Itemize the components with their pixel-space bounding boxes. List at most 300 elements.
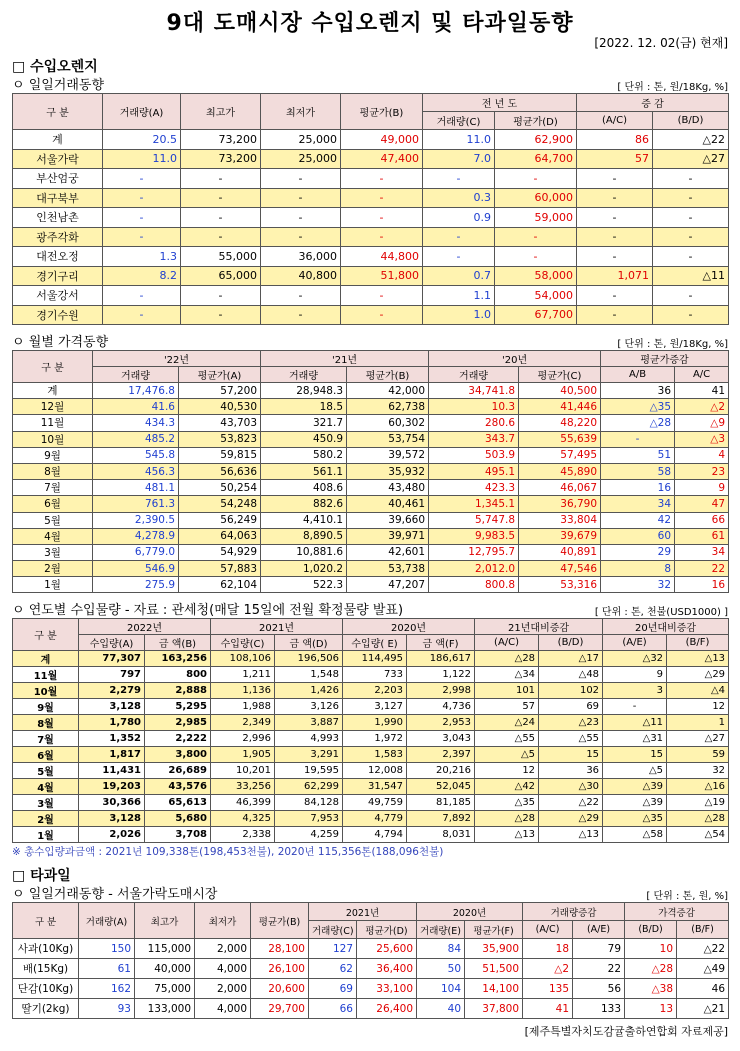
table-cell: 51,500 [465,959,523,979]
row-label: 10월 [13,683,79,699]
table-cell: 32 [667,763,729,779]
fruit-subheader [12,885,728,902]
table-cell: - [653,227,729,247]
table-cell: 1,817 [79,747,145,763]
table-row [13,959,729,979]
table-cell: △4 [667,683,729,699]
table-cell: 60,000 [495,188,577,208]
col-ad: 금 액(D) [275,635,343,651]
table-cell: - [653,305,729,325]
table-cell: 34 [601,496,675,512]
table-cell: 65,000 [181,266,261,286]
row-label: 딸기(2kg) [13,999,79,1019]
table-cell: 59 [667,747,729,763]
table-cell: - [577,305,653,325]
table-cell: 37,800 [465,999,523,1019]
table-cell: 7,892 [407,811,475,827]
col-2020: 2020년 [343,619,475,635]
monthly-subheader [12,333,728,350]
table-cell: - [577,227,653,247]
table-cell: 162 [79,979,135,999]
table-row [13,266,729,286]
table-cell: - [495,169,577,189]
table-row [13,512,729,528]
table-cell: 43,576 [145,779,211,795]
row-label: 2월 [13,561,93,577]
table-cell: 62,738 [347,399,429,415]
table-cell: 31,547 [343,779,407,795]
table-cell: 4 [675,447,729,463]
table-cell: 4,993 [275,731,343,747]
table-cell: 3,127 [343,699,407,715]
table-cell: △28 [475,811,539,827]
row-label: 경기수원 [13,305,103,325]
table-cell: - [103,227,181,247]
row-label: 4월 [13,528,93,544]
table-cell: 1,352 [79,731,145,747]
table-cell: - [653,208,729,228]
table-cell: 36 [601,383,675,399]
table-cell: 77,307 [79,651,145,667]
table-cell: 8,031 [407,827,475,843]
col-ae: (A/E) [603,635,667,651]
col-2021: 2021년 [309,903,417,921]
table-cell: 9,983.5 [429,528,519,544]
table-cell: 56,636 [179,463,261,479]
table-cell: 81,185 [407,795,475,811]
table-cell: 133 [573,999,625,1019]
table-cell: - [103,305,181,325]
table-cell: 25,600 [357,939,417,959]
table-cell: 40,000 [135,959,195,979]
fruit-unit: [ 단위 : 톤, 원, %] [646,891,728,903]
table-cell: △48 [539,667,603,683]
table-cell: △11 [653,266,729,286]
table-cell: △54 [667,827,729,843]
table-cell: 114,495 [343,651,407,667]
table-cell: 275.9 [93,577,179,593]
table-cell: 1.1 [423,286,495,306]
row-label: 배(15Kg) [13,959,79,979]
col-vol-21: 거래량 [261,367,347,383]
col-chg21: 21년대비증감 [475,619,603,635]
table-cell: 40,500 [519,383,601,399]
table-cell: 47,546 [519,561,601,577]
table-cell: 49,000 [341,130,423,150]
col-avg-b: 평균가(B) [347,367,429,383]
table-cell: 84 [417,939,465,959]
table-cell: 19,595 [275,763,343,779]
col-bd: (B/D) [625,921,677,939]
table-cell: △3 [675,431,729,447]
col-vol: 거래량(A) [103,94,181,130]
table-row [13,715,729,731]
table-cell: 28,948.3 [261,383,347,399]
table-cell: 59,000 [495,208,577,228]
table-cell: - [423,227,495,247]
yearly-subtitle: ㅇ 연도별 수입물량 - 자료 : 관세청(매달 15일에 전월 확정물량 발표) [12,603,404,619]
row-label: 계 [13,651,79,667]
col-ab: 금 액(B) [145,635,211,651]
section-orange-heading: □ 수입오렌지 [12,59,98,75]
table-cell: 13 [625,999,677,1019]
table-cell: △39 [603,779,667,795]
table-cell: - [261,227,341,247]
table-cell: 6,779.0 [93,544,179,560]
table-cell: 2,998 [407,683,475,699]
table-cell: 10,881.6 [261,544,347,560]
table-cell: △58 [603,827,667,843]
table-cell: - [103,286,181,306]
row-label: 6월 [13,747,79,763]
table-cell: 1,988 [211,699,275,715]
table-cell: △28 [667,811,729,827]
table-cell: 55,000 [181,247,261,267]
yearly-subheader [12,601,728,618]
row-label: 사과(10Kg) [13,939,79,959]
table-cell: 84,128 [275,795,343,811]
table-cell: 1,972 [343,731,407,747]
table-row [13,415,729,431]
table-cell: 495.1 [429,463,519,479]
table-cell: 57 [577,149,653,169]
table-cell: 41 [523,999,573,1019]
table-cell: - [577,188,653,208]
table-cell: △30 [539,779,603,795]
table-row [13,149,729,169]
table-cell: 503.9 [429,447,519,463]
table-cell: △38 [625,979,677,999]
table-cell: - [341,188,423,208]
table-cell: 1,345.1 [429,496,519,512]
table-cell: 64,063 [179,528,261,544]
col-ac: A/C [675,367,729,383]
monthly-subtitle: ㅇ 월별 가격동향 [12,335,109,350]
table-row [13,939,729,959]
table-cell: 32 [601,577,675,593]
table-cell: 2,000 [195,979,251,999]
table-row [13,763,729,779]
table-cell: - [341,227,423,247]
col-gubun: 구 분 [13,903,79,939]
table-cell: 56,249 [179,512,261,528]
table-cell: 481.1 [93,480,179,496]
table-cell: 62 [309,959,357,979]
table-cell: 25,000 [261,149,341,169]
table-cell: 41 [675,383,729,399]
table-cell: - [423,169,495,189]
table-cell: 4,736 [407,699,475,715]
table-cell: 48,220 [519,415,601,431]
col-max: 최고가 [181,94,261,130]
table-cell: 196,506 [275,651,343,667]
table-cell: - [601,431,675,447]
table-cell: 36 [539,763,603,779]
col-avg: 평균가(B) [251,903,309,939]
table-cell: 4,278.9 [93,528,179,544]
table-cell: 1,211 [211,667,275,683]
row-label: 10월 [13,431,93,447]
table-cell: △28 [625,959,677,979]
row-label: 11월 [13,667,79,683]
row-label: 4월 [13,779,79,795]
table-cell: 2,338 [211,827,275,843]
table-cell: △29 [539,811,603,827]
table-cell: 35,900 [465,939,523,959]
col-vol-22: 거래량 [93,367,179,383]
table-cell: 4,779 [343,811,407,827]
col-ae: (A/E) [573,921,625,939]
table-cell: 42 [601,512,675,528]
table-cell: 882.6 [261,496,347,512]
table-cell: 4,000 [195,959,251,979]
table-row [13,979,729,999]
table-cell: 39,679 [519,528,601,544]
table-cell: 54,000 [495,286,577,306]
table-cell: 4,000 [195,999,251,1019]
table-cell: 55,639 [519,431,601,447]
col-chg20: 20년대비증감 [603,619,729,635]
row-label: 경기구리 [13,266,103,286]
table-cell: 46 [677,979,729,999]
table-cell: 40,800 [261,266,341,286]
table-cell: 58,000 [495,266,577,286]
table-cell: - [577,169,653,189]
table-row [13,577,729,593]
table-cell: 3,128 [79,811,145,827]
table-cell: △2 [675,399,729,415]
table-cell: 561.1 [261,463,347,479]
table-cell: - [653,286,729,306]
table-cell: 25,000 [261,130,341,150]
table-cell: 40,891 [519,544,601,560]
col-af: 금 액(F) [407,635,475,651]
col-ac: (A/C) [577,112,653,130]
col-y21: '21년 [261,351,429,367]
table-cell: 127 [309,939,357,959]
table-cell: 343.7 [429,431,519,447]
table-cell: - [341,208,423,228]
col-price-change: 가격증감 [625,903,729,921]
table-cell: 29,700 [251,999,309,1019]
table-cell: - [181,188,261,208]
table-cell: - [261,305,341,325]
table-cell: 3,708 [145,827,211,843]
table-cell: - [181,227,261,247]
table-cell: 9 [675,480,729,496]
table-cell: 163,256 [145,651,211,667]
row-label: 6월 [13,496,93,512]
table-cell: 2,203 [343,683,407,699]
table-cell: △13 [539,827,603,843]
table-cell: 2,279 [79,683,145,699]
table-cell: 30,366 [79,795,145,811]
table-cell: 39,971 [347,528,429,544]
table-cell: - [603,699,667,715]
table-row [13,795,729,811]
table-cell: 150 [79,939,135,959]
table-cell: 41,446 [519,399,601,415]
table-cell: 580.2 [261,447,347,463]
table-cell: 20,216 [407,763,475,779]
page-title: 9대 도매시장 수입오렌지 및 타과일동향 [166,11,574,36]
table-cell: - [341,169,423,189]
row-label: 3월 [13,795,79,811]
row-label: 7월 [13,731,79,747]
table-cell: △19 [667,795,729,811]
table-row [13,447,729,463]
row-label: 단감(10Kg) [13,979,79,999]
table-cell: △35 [603,811,667,827]
table-cell: 17,476.8 [93,383,179,399]
table-cell: 26,689 [145,763,211,779]
table-cell: 434.3 [93,415,179,431]
table-cell: 47,400 [341,149,423,169]
table-cell: - [423,247,495,267]
table-cell: 133,000 [135,999,195,1019]
col-avg-a: 평균가(A) [179,367,261,383]
col-af: 평균가(F) [465,921,523,939]
table-cell: 8,890.5 [261,528,347,544]
table-cell: 8.2 [103,266,181,286]
table-cell: 4,410.1 [261,512,347,528]
table-cell: 50,254 [179,480,261,496]
table-cell: 46,399 [211,795,275,811]
table-row [13,747,729,763]
table-cell: 1.3 [103,247,181,267]
yearly-unit: [ 단위 : 톤, 천불(USD1000) ] [594,607,728,619]
table-cell: - [181,305,261,325]
table-cell: 2,000 [195,939,251,959]
table-cell: - [495,227,577,247]
col-ac: (A/C) [523,921,573,939]
table-cell: 485.2 [93,431,179,447]
table-row [13,130,729,150]
col-prev-year: 전 년 도 [423,94,577,112]
table-cell: - [103,169,181,189]
table-cell: 36,000 [261,247,341,267]
col-y20: '20년 [429,351,601,367]
col-bf: (B/F) [677,921,729,939]
table-cell: 22 [573,959,625,979]
table-cell: 33,804 [519,512,601,528]
row-label: 8월 [13,715,79,731]
table-cell: - [261,169,341,189]
table-cell: 2,026 [79,827,145,843]
row-label: 1월 [13,827,79,843]
table-cell: 53,823 [179,431,261,447]
table-row [13,463,729,479]
table-cell: - [261,188,341,208]
table-cell: 104 [417,979,465,999]
table-cell: 57,200 [179,383,261,399]
table-row [13,305,729,325]
table-cell: 3,800 [145,747,211,763]
row-label: 서울강서 [13,286,103,306]
table-row [13,544,729,560]
table-cell: 39,660 [347,512,429,528]
table-cell: 22 [675,561,729,577]
row-label: 부산엄궁 [13,169,103,189]
col-bd: (B/D) [539,635,603,651]
table-cell: 280.6 [429,415,519,431]
table-row [13,827,729,843]
table-cell: 36,400 [357,959,417,979]
row-label: 1월 [13,577,93,593]
table-cell: 2,888 [145,683,211,699]
table-cell: 4,794 [343,827,407,843]
row-label: 5월 [13,763,79,779]
section-other-fruit-heading: □ 타과일 [12,868,71,885]
table-cell: 26,100 [251,959,309,979]
table-cell: 12 [667,699,729,715]
table-cell: - [653,247,729,267]
table-cell: 33,256 [211,779,275,795]
table-cell: 5,680 [145,811,211,827]
table-cell: △42 [475,779,539,795]
table-cell: △55 [539,731,603,747]
table-cell: △34 [475,667,539,683]
table-cell: 5,295 [145,699,211,715]
table-cell: 65,613 [145,795,211,811]
orange-monthly-table [12,350,729,593]
table-cell: △29 [667,667,729,683]
table-row [13,667,729,683]
table-cell: 20.5 [103,130,181,150]
table-cell: 73,200 [181,130,261,150]
col-pavg: 평균가(D) [495,112,577,130]
table-cell: 50 [417,959,465,979]
table-cell: △31 [603,731,667,747]
table-cell: △55 [475,731,539,747]
table-row [13,480,729,496]
table-cell: 3 [603,683,667,699]
daily-subheader [12,76,728,93]
table-cell: △5 [475,747,539,763]
col-pvol: 거래량(C) [423,112,495,130]
table-row [13,999,729,1019]
table-row [13,731,729,747]
table-cell: 1,136 [211,683,275,699]
table-cell: - [341,286,423,306]
table-cell: - [181,169,261,189]
table-cell: 52,045 [407,779,475,795]
table-cell: 3,887 [275,715,343,731]
table-cell: 1,905 [211,747,275,763]
table-cell: - [341,305,423,325]
table-cell: △24 [475,715,539,731]
col-ab: A/B [601,367,675,383]
table-cell: 46,067 [519,480,601,496]
table-cell: 45,890 [519,463,601,479]
table-cell: 49,759 [343,795,407,811]
fruit-subtitle: ㅇ 일일거래동향 - 서울가락도매시장 [12,887,218,903]
table-cell: 26,400 [357,999,417,1019]
table-row [13,286,729,306]
table-cell: 57,883 [179,561,261,577]
table-row [13,528,729,544]
table-cell: 2,397 [407,747,475,763]
table-cell: 2,996 [211,731,275,747]
table-row [13,561,729,577]
table-cell: △13 [475,827,539,843]
table-row [13,779,729,795]
col-vol-change: 거래량증감 [523,903,625,921]
table-cell: 39,572 [347,447,429,463]
row-label: 8월 [13,463,93,479]
table-cell: 456.3 [93,463,179,479]
table-cell: 16 [601,480,675,496]
